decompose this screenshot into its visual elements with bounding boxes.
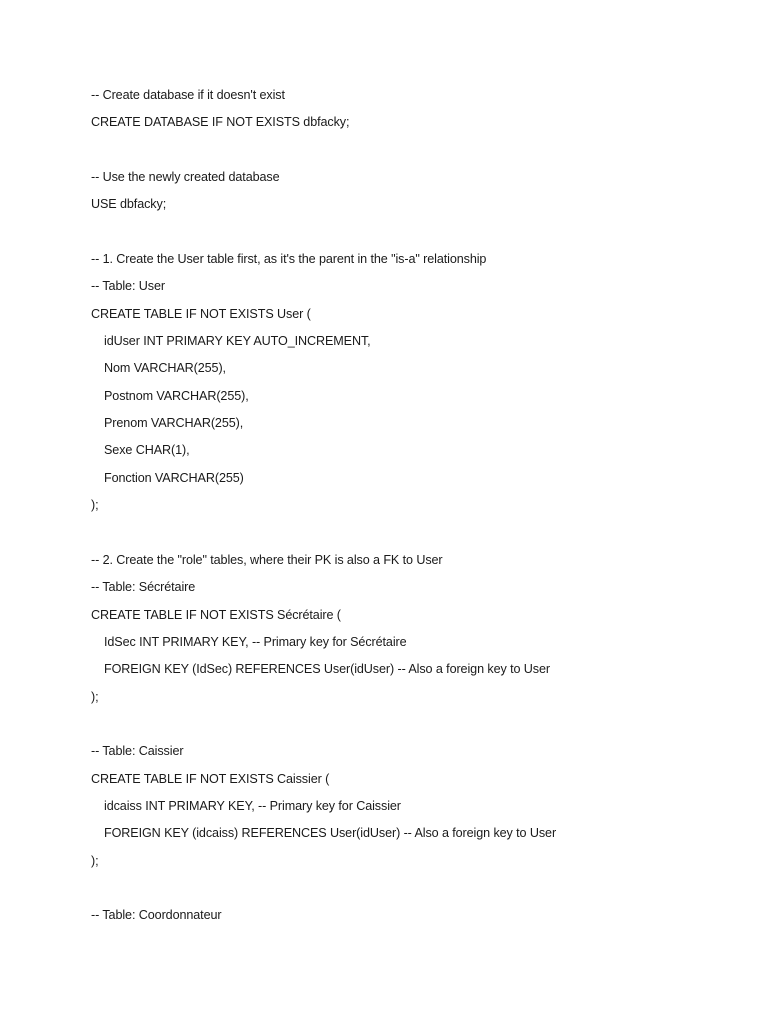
text-line: -- Table: User (91, 279, 165, 294)
text-line: Sexe CHAR(1), (104, 443, 190, 458)
text-line: FOREIGN KEY (IdSec) REFERENCES User(idUser) -- Also a foreign key to User (104, 662, 550, 677)
text-line: ); (91, 689, 99, 704)
blank-line (91, 140, 731, 167)
blank-line (91, 878, 731, 905)
blank-line (91, 523, 731, 550)
text-line: -- Table: Sécrétaire (91, 580, 196, 595)
text-line: -- Table: Coordonnateur (91, 908, 222, 923)
text-line: -- Table: Caissier (91, 744, 184, 759)
text-line: CREATE TABLE IF NOT EXISTS User ( (91, 306, 311, 321)
text-line: -- 1. Create the User table first, as it's the parent in the "is-a" relationship (91, 252, 487, 267)
text-line: CREATE TABLE IF NOT EXISTS Sécrétaire ( (91, 607, 341, 622)
blank-line (91, 714, 731, 741)
text-line: Nom VARCHAR(255), (104, 361, 226, 376)
document-body (91, 85, 731, 933)
text-line: ); (91, 853, 99, 868)
text-line: -- Use the newly created database (91, 170, 280, 185)
text-line: CREATE DATABASE IF NOT EXISTS dbfacky; (91, 115, 350, 130)
text-line: Fonction VARCHAR(255) (104, 470, 244, 485)
text-line: FOREIGN KEY (idcaiss) REFERENCES User(idUser) -- Also a foreign key to User (104, 826, 557, 841)
text-line: IdSec INT PRIMARY KEY, -- Primary key for Sécrétaire (104, 634, 407, 649)
text-line: USE dbfacky; (91, 197, 167, 212)
text-line: ); (91, 498, 99, 513)
text-line: idcaiss INT PRIMARY KEY, -- Primary key for Caissier (104, 798, 401, 813)
text-line: -- Create database if it doesn't exist (91, 88, 285, 102)
text-line: Prenom VARCHAR(255), (104, 416, 244, 431)
blank-line (91, 222, 731, 249)
text-line: Postnom VARCHAR(255), (104, 388, 249, 403)
text-line: idUser INT PRIMARY KEY AUTO_INCREMENT, (104, 334, 371, 349)
text-line: CREATE TABLE IF NOT EXISTS Caissier ( (91, 771, 330, 786)
text-line: -- 2. Create the "role" tables, where their PK is also a FK to User (91, 552, 443, 567)
